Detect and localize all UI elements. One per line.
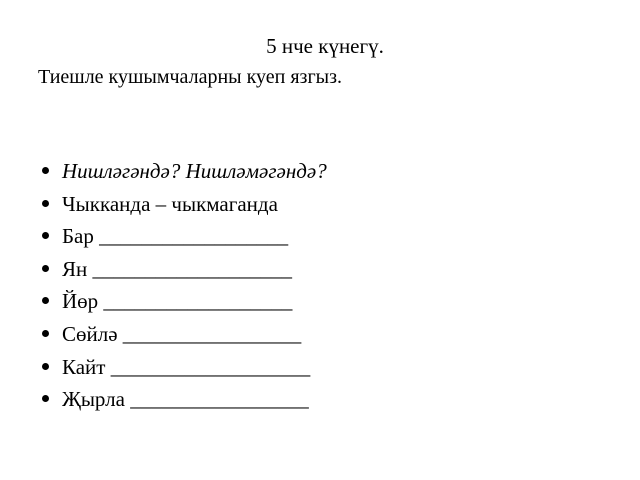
list-item-text: Нишләгәндә? Нишләмәгәндә? <box>62 159 327 183</box>
bullet-icon <box>42 167 49 174</box>
exercise-title: 5 нче күнегү. <box>266 34 384 58</box>
bullet-icon <box>42 363 49 370</box>
list-item-text: Җырла _________________ <box>62 387 309 412</box>
list-item-text: Йөр __________________ <box>62 289 293 314</box>
bullet-icon <box>42 265 49 272</box>
list-item-text: Ян ___________________ <box>62 256 292 281</box>
bullet-icon <box>42 297 49 304</box>
exercise-instruction: Тиешле кушымчаларны куеп язгыз. <box>38 66 342 88</box>
list-item-text: Бар __________________ <box>62 224 289 249</box>
bullet-icon <box>42 200 49 207</box>
bullet-icon <box>42 395 49 402</box>
list-item-text: Кайт ___________________ <box>62 354 311 379</box>
bullet-icon <box>42 330 49 337</box>
list-item-text: Чыкканда – чыкмаганда <box>62 191 278 216</box>
bullet-icon <box>42 232 49 239</box>
list-item-text: Сөйлә _________________ <box>62 321 302 346</box>
